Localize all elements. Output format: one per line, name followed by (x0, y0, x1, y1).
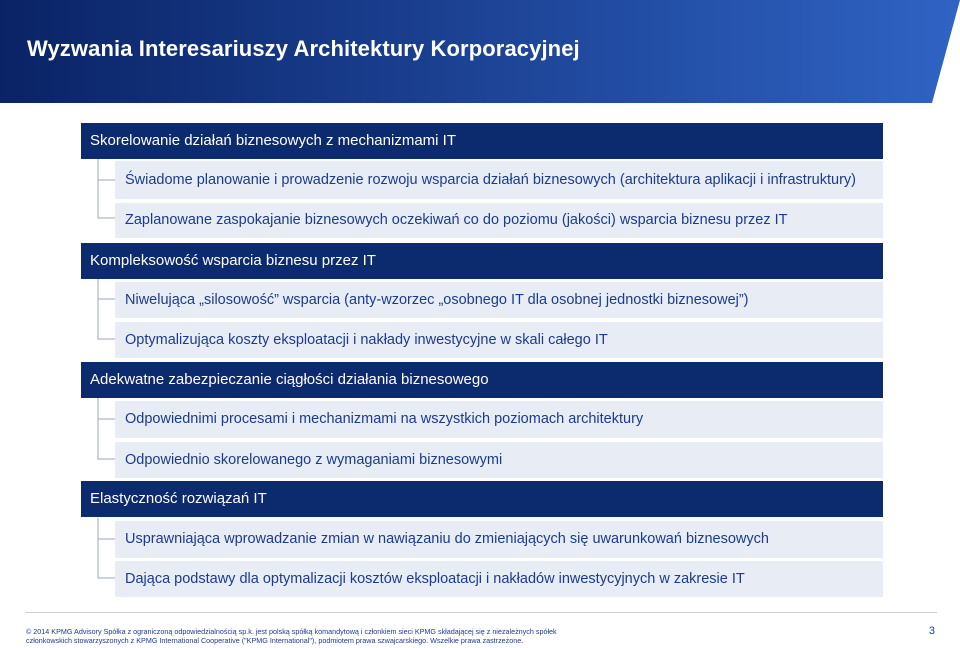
section-item (115, 282, 883, 318)
section-item (115, 521, 883, 558)
page-number: 3 (928, 625, 935, 637)
section-item (115, 442, 883, 478)
section-item (115, 322, 883, 358)
section-item (115, 203, 883, 238)
section-item-text: Niwelująca „silosowość” wsparcia (anty-wzorzec „osobnego IT dla osobnej jednostki biznesowej”) (125, 291, 749, 308)
section-heading-comprehensive-support: Kompleksowość wsparcia biznesu przez IT (81, 243, 883, 279)
footer-copyright-line-1: © 2014 KPMG Advisory Spółka z ograniczoną odpowiedzialnością sp.k. jest polską spółką komandytową i członkiem sieci KPMG składającej się z niezależnych spółek (26, 627, 557, 636)
footer-divider (25, 612, 937, 613)
footer-copyright-line-2: członkowskich stowarzyszonych z KPMG International Cooperative ("KPMG International"), podmiotem prawa szwajcarskiego. Wszelkie prawa zastrzeżone. (26, 636, 524, 645)
section-item-text: Zaplanowane zaspokajanie biznesowych oczekiwań co do poziomu (jakości) wsparcia biznesu przez IT (125, 212, 788, 228)
section-item-text: Dająca podstawy dla optymalizacji kosztów eksploatacji i nakładów inwestycyjnych w zakresie IT (125, 570, 745, 587)
section-item-text: Świadome planowanie i prowadzenie rozwoju wsparcia działań biznesowych (architektura aplikacji i infrastruktury) (125, 171, 856, 188)
section-item-text: Odpowiednio skorelowanego z wymaganiami biznesowymi (125, 451, 503, 468)
section-item (115, 401, 883, 438)
section-heading-business-it-alignment: Skorelowanie działań biznesowych z mechanizmami IT (81, 123, 883, 159)
section-item (115, 161, 883, 199)
section-heading-business-continuity: Adekwatne zabezpieczanie ciągłości działania biznesowego (81, 362, 883, 398)
section-item-text: Odpowiednimi procesami i mechanizmami na wszystkich poziomach architektury (125, 411, 644, 427)
section-heading-it-flexibility: Elastyczność rozwiązań IT (81, 481, 883, 517)
section-item-text: Optymalizująca koszty eksploatacji i nakłady inwestycyjne w skali całego IT (125, 331, 608, 348)
section-item-text: Usprawniająca wprowadzanie zmian w nawiązaniu do zmieniających się uwarunkowań biznesowych (125, 531, 769, 547)
slide-title: Wyzwania Interesariuszy Architektury Korporacyjnej (27, 36, 580, 61)
section-item (115, 561, 883, 597)
